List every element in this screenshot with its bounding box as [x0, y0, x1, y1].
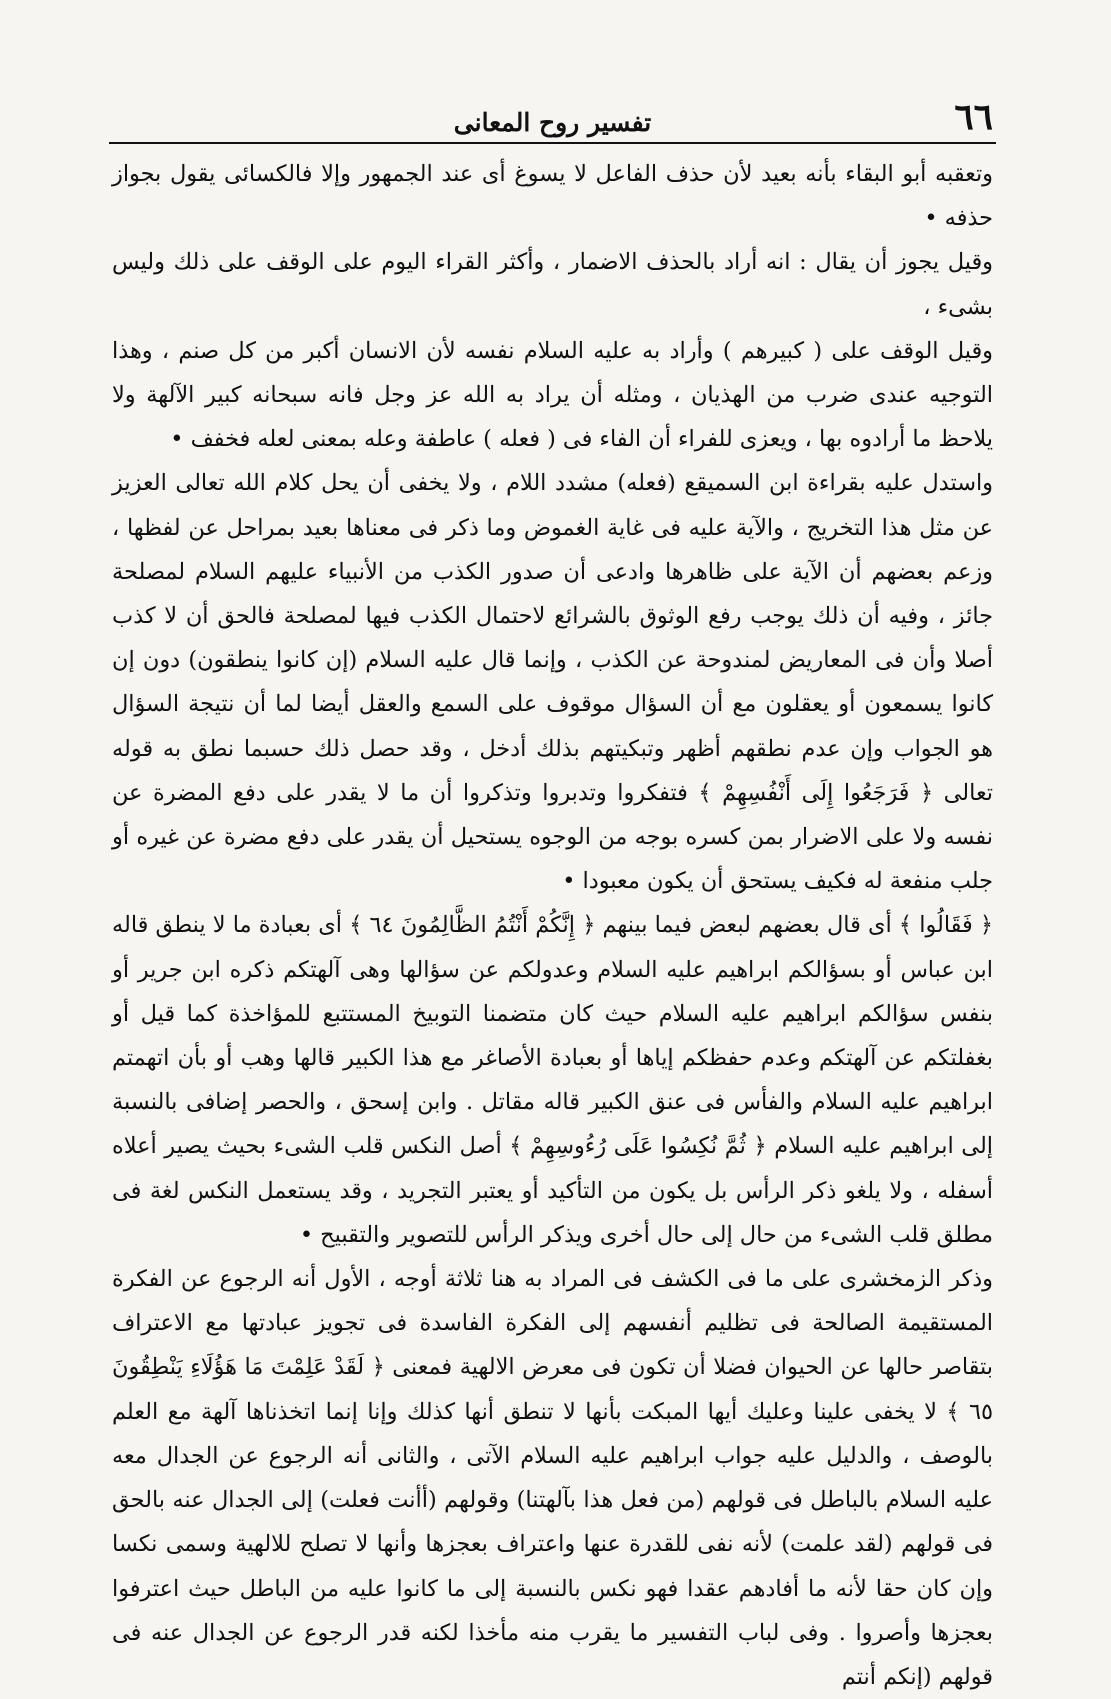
header-rule [109, 142, 996, 144]
body-text [112, 152, 993, 1699]
paragraph: وتعقبه أبو البقاء بأنه بعيد لأن حذف الفاعل لا يسوغ أى عند الجمهور وإلا فالكسائى يقول بجواز حذفه • [112, 161, 993, 232]
paragraph: وقيل الوقف على ( كبيرهم ) وأراد به عليه السلام نفسه لأن الانسان أكبر من كل صنم ، وهذا التوجيه عندى ضرب من الهذيان ، ومثله أن يراد به الله عز وجل فانه سبحانه كبير الآلهة ولا يلاحظ ما أرادوه بها ، ويعزى للفراء أن الفاء فى ( فعله ) عاطفة وعله بمعنى لعله فخفف • [112, 337, 993, 453]
page-header [112, 92, 993, 142]
paragraph: ﴿ فَقَالُوا ﴾ أى قال بعضهم لبعض فيما بينهم ﴿ إِنَّكُمْ أَنْتُمُ الظَّالِمُونَ ٦٤ ﴾ أى بعبادة ما لا ينطق قاله ابن عباس أو بسؤالكم ابراهيم عليه السلام وعدولكم عن سؤالها وهى آلهتكم ذكره ابن جرير أو بنفس سؤالكم ابراهيم عليه السلام حيث كان متضمنا التوبيخ المستتبع للمؤاخذة كما قيل أو بغفلتكم عن آلهتكم وعدم حفظكم إياها أو بعبادة الأصاغر مع هذا الكبير قالها وهب أو بأن اتهمتم ابراهيم عليه السلام والفأس فى عنق الكبير قاله مقاتل . وابن إسحق ، والحصر إضافى بالنسبة إلى ابراهيم عليه السلام ﴿ ثُمَّ نُكِسُوا عَلَى رُءُوسِهِمْ ﴾ أصل النكس قلب الشىء بحيث يصير أعلاه أسفله ، ولا يلغو ذكر الرأس بل يكون من التأكيد أو يعتبر التجريد ، وقد يستعمل النكس لغة فى مطلق قلب الشىء من حال إلى حال أخرى ويذكر الرأس للتصوير والتقبيح • [112, 912, 993, 1248]
paragraph: وذكر الزمخشرى على ما فى الكشف فى المراد به هنا ثلاثة أوجه ، الأول أنه الرجوع عن الفكرة المستقيمة الصالحة فى تظليم أنفسهم إلى الفكرة الفاسدة فى تجويز عبادتها مع الاعتراف بتقاصر حالها عن الحيوان فضلا أن تكون فى معرض الالهية فمعنى ﴿ لَقَدْ عَلِمْتَ مَا هَؤُلَاءِ يَنْطِقُونَ ٦٥ ﴾ لا يخفى علينا وعليك أيها المبكت بأنها لا تنطق أنها كذلك وإنا إنما اتخذناها آلهة مع العلم بالوصف ، والدليل عليه جواب ابراهيم عليه السلام الآتى ، والثانى أنه الرجوع عن الجدال معه عليه السلام بالباطل فى قولهم (من فعل هذا بآلهتنا) وقولهم (أأنت فعلت) إلى الجدال عنه بالحق فى قولهم (لقد علمت) لأنه نفى للقدرة عنها واعتراف بعجزها وأنها لا تصلح للالهية وسمى نكسا وإن كان حقا لأنه ما أفادهم عقدا فهو نكس بالنسبة إلى ما كانوا عليه من الباطل حيث اعترفوا بعجزها وأصروا . وفى لباب التفسير ما يقرب منه مأخذا لكنه قدر الرجوع عن الجدال عنه فى قولهم (إنكم أنتم [112, 1266, 993, 1690]
page-number: ٦٦ [954, 96, 993, 138]
paragraph: واستدل عليه بقراءة ابن السميقع (فعله) مشدد اللام ، ولا يخفى أن يحل كلام الله تعالى العزيز عن مثل هذا التخريج ، والآية عليه فى غاية الغموض وما ذكر فى معناها بعيد بمراحل عن لفظها ، وزعم بعضهم أن الآية على ظاهرها وادعى أن صدور الكذب من الأنبياء عليهم السلام لمصلحة جائز ، وفيه أن ذلك يوجب رفع الوثوق بالشرائع لاحتمال الكذب فيها لمصلحة فالحق أن لا كذب أصلا وأن فى المعاريض لمندوحة عن الكذب ، وإنما قال عليه السلام (إن كانوا ينطقون) دون إن كانوا يسمعون أو يعقلون مع أن السؤال موقوف على السمع والعقل أيضا لما أن نتيجة السؤال هو الجواب وإن عدم نطقهم أظهر وتبكيتهم بذلك أدخل ، وقد حصل ذلك حسبما نطق به قوله تعالى ﴿ فَرَجَعُوا إِلَى أَنْفُسِهِمْ ﴾ فتفكروا وتدبروا وتذكروا أن ما لا يقدر على دفع المضرة عن نفسه ولا على الاضرار بمن كسره بوجه من الوجوه يستحيل أن يقدر على دفع مضرة عن غيره أو جلب منفعة له فكيف يستحق أن يكون معبودا • [112, 470, 993, 895]
paragraph: وقيل يجوز أن يقال : انه أراد بالحذف الاضمار ، وأكثر القراء اليوم على الوقف على ذلك وليس بشىء ، [112, 249, 993, 320]
running-title: تفسير روح المعانى [453, 108, 652, 137]
